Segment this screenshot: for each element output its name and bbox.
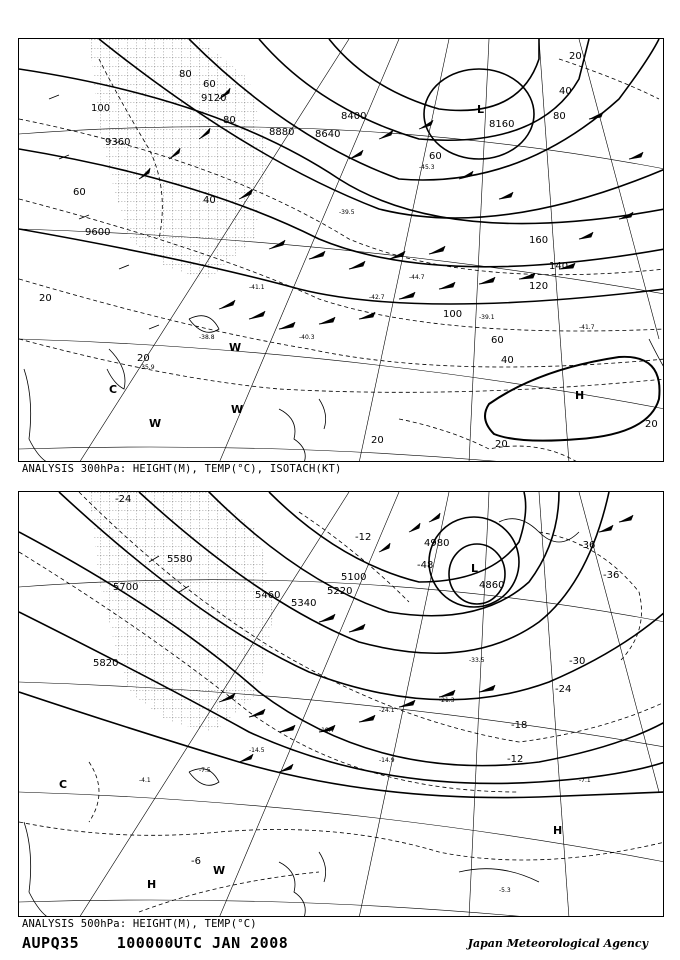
high-center-marker: H: [147, 878, 157, 891]
height-label: 5580: [167, 554, 193, 565]
analysis-500hpa-map: [18, 491, 664, 917]
isotherm-label: -30: [569, 656, 586, 667]
isotach-label: 60: [491, 335, 504, 346]
height-label: 5460: [255, 590, 281, 601]
svg-text:-41.1: -41.1: [249, 284, 265, 291]
warm-center-marker: W: [213, 864, 226, 877]
height-label: 8640: [315, 129, 341, 140]
height-label: 8880: [269, 127, 295, 138]
svg-text:-40.3: -40.3: [299, 334, 315, 341]
warm-center-marker: W: [149, 417, 162, 430]
svg-text:-7.1: -7.1: [579, 777, 591, 784]
warm-center-marker: W: [229, 341, 242, 354]
height-label: 5820: [93, 658, 119, 669]
svg-text:-7.5: -7.5: [199, 767, 211, 774]
map-300hpa-canvas: [19, 39, 664, 462]
isotach-label: 20: [39, 293, 52, 304]
isotach-label: 20: [371, 435, 384, 446]
svg-text:-35.9: -35.9: [139, 364, 155, 371]
height-label: 9600: [85, 227, 111, 238]
svg-text:-41.7: -41.7: [579, 324, 595, 331]
high-center-marker: H: [575, 389, 585, 402]
agency-credit: Japan Meteorological Agency: [467, 937, 648, 950]
isotherm-label: -24: [555, 684, 572, 695]
isotherm-label: -24: [115, 494, 132, 505]
isotach-label: 100: [91, 103, 111, 114]
isotach-label: 60: [73, 187, 86, 198]
svg-text:-33.5: -33.5: [469, 657, 485, 664]
isotach-label: 20: [645, 419, 658, 430]
isotach-label: 120: [529, 281, 549, 292]
isotherm-label: -48: [417, 560, 434, 571]
map-500hpa-canvas: [19, 492, 664, 917]
low-center-marker: L: [477, 103, 485, 116]
isotherm-label: -12: [355, 532, 372, 543]
svg-text:-4.1: -4.1: [139, 777, 151, 784]
isotach-label: 60: [203, 79, 216, 90]
analysis-300hpa-map: [18, 38, 664, 462]
high-center-contour: [485, 357, 660, 441]
valid-time: 100000UTC JAN 2008: [116, 934, 289, 952]
svg-text:-44.7: -44.7: [409, 274, 425, 281]
height-label: 5100: [341, 572, 367, 583]
svg-text:-38.8: -38.8: [199, 334, 215, 341]
svg-text:-5.3: -5.3: [499, 887, 511, 894]
svg-text:-39.5: -39.5: [339, 209, 355, 216]
height-label: 4980: [424, 538, 450, 549]
svg-text:-24.1: -24.1: [379, 707, 395, 714]
height-label: 5700: [113, 582, 139, 593]
isotach-label: 20: [495, 439, 508, 450]
isotherm-label: -12: [507, 754, 524, 765]
cold-center-marker: C: [59, 778, 68, 791]
svg-text:-39.1: -39.1: [479, 314, 495, 321]
isotach-label: 40: [203, 195, 216, 206]
height-label: 4860: [479, 580, 505, 591]
caption-500hpa: ANALYSIS 500hPa: HEIGHT(M), TEMP(°C): [22, 918, 257, 930]
svg-text:-19.7: -19.7: [319, 727, 335, 734]
cold-center-marker: C: [109, 383, 118, 396]
high-center-marker: H: [553, 824, 563, 837]
isotherm-label: -36: [579, 540, 596, 551]
isotach-label: 80: [223, 115, 236, 126]
caption-300hpa: ANALYSIS 300hPa: HEIGHT(M), TEMP(°C), ISOTACH(KT): [22, 463, 342, 475]
height-label: 5220: [327, 586, 353, 597]
chart-id: AUPQ35: [22, 934, 80, 952]
isotherm-label: -18: [511, 720, 528, 731]
svg-text:-21.3: -21.3: [439, 697, 455, 704]
height-label: 9360: [105, 137, 131, 148]
isotach-label: 80: [179, 69, 192, 80]
warm-center-marker: W: [231, 403, 244, 416]
low-center-marker: L: [471, 562, 479, 575]
chart-footer: [22, 934, 316, 952]
isotach-label: 20: [137, 353, 150, 364]
height-label: 8160: [489, 119, 515, 130]
isotach-label: 100: [443, 309, 463, 320]
isotach-label: 20: [569, 51, 582, 62]
isotherm-label: -36: [603, 570, 620, 581]
height-label: 5340: [291, 598, 317, 609]
height-label: 9120: [201, 93, 227, 104]
height-label: 8400: [341, 111, 367, 122]
isotach-label: 60: [429, 151, 442, 162]
isotach-label: 160: [529, 235, 549, 246]
svg-text:-14.9: -14.9: [379, 757, 395, 764]
isotach-label: 40: [559, 86, 572, 97]
isotherm-label: -6: [191, 856, 201, 867]
isotach-label: 40: [501, 355, 514, 366]
isotach-label: 140: [549, 261, 569, 272]
isotach-label: 80: [553, 111, 566, 122]
svg-text:-45.3: -45.3: [419, 164, 435, 171]
svg-text:-14.5: -14.5: [249, 747, 265, 754]
svg-text:-42.7: -42.7: [369, 294, 385, 301]
